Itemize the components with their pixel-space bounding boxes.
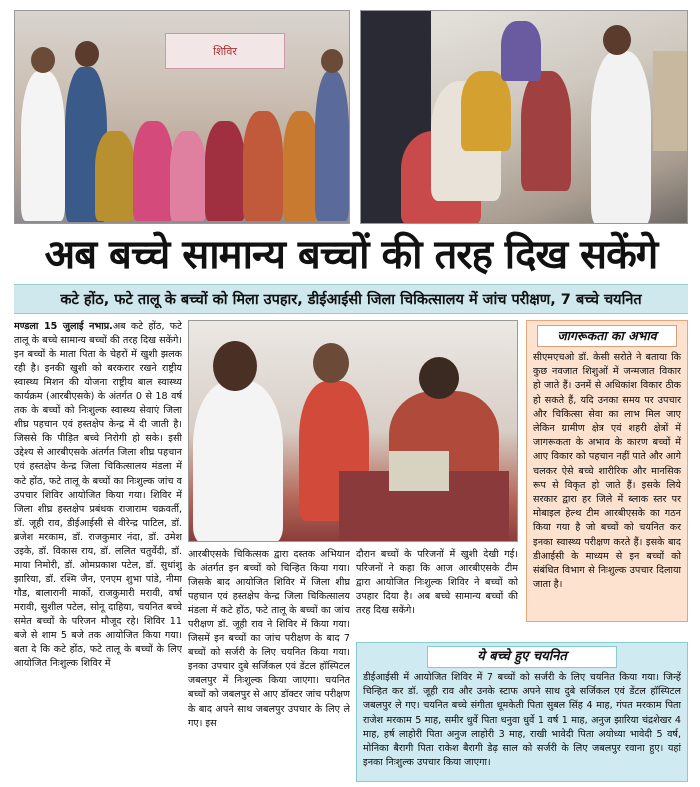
selected-children-body: डीईआईसी में आयोजित शिविर में 7 बच्चों को सर्जरी के लिए चयनित किया गया। जिन्हें चिन्हित कर डॉ. जूही राव और उनके स्टाफ अपने साथ दुबे सर्जिकल एवं डेंटल हॉस्पिटल जबलपुर ले गए। चयनित बच्चे संगीता धूमकेती पिता सुबल सिंह 4 माह, गंपत मरकाम पिता राजेश मरकाम 5 माह, समीर धुर्वे पिता धनुवा धुर्वे 1 वर्ष 1 माह, अनुज झारिया चंद्रशेखर 4 माह, हर्ष लाहोरी पिता अनुज लाहोरी 3 माह, राखी भावेदी पिता अयोध्या भावेदी 5 वर्ष, मोनिका बैरागी पिता राकेश बैरागी डेढ़ साल को सर्जरी के लिए जबलपुर रवाना हुए। यहां इनका निःशुल्क उपचार किया जाएगा।	[363, 672, 681, 769]
article-column-middle-a: आरबीएसके चिकित्सक द्वारा दस्तक अभियान के अंतर्गत इन बच्चों को चिन्हित किया गया। जिसके बाद आयोजित शिविर में जिला शीघ्र पहचान एवं हस्तक्षेप केन्द्र जिला चिकित्सालय मंडला में कटे होंठ, फटे तालू के बच्चों का जांच परीक्षण डॉ. जूही राव ने शिविर में किया गया। जिसमें इन बच्चों का जांच परीक्षण के बाद 7 बच्चों को सर्जरी के लिए चयनित किया गया। इनका उपचार दुबे सर्जिकल एवं डेंटल हॉस्पिटल जबलपुर में निःशुल्क किया जाएगा। चयनित बच्चों को जबलपुर से आए डॉक्टर जांच परीक्षण के बाद अपने साथ जबलपुर उपचार के लिए ले गए। इस	[188, 549, 350, 729]
selected-children-title: ये बच्चे हुए चयनित	[427, 646, 617, 668]
photo-group-families	[14, 10, 350, 224]
sidebar-title: जागरूकता का अभाव	[537, 325, 677, 347]
article-column-middle-b: दौरान बच्चों के परिजनों में खुशी देखी गई। परिजनों ने कहा कि आज आरबीएसके टीम द्वारा आयोजित निःशुल्क शिविर ने बच्चों को उपहार दिया है। अब बच्चे सामान्य बच्चों की तरह दिख सकेंगे।	[356, 549, 518, 617]
photo-doctor-checkup	[188, 320, 518, 542]
article-text-left: अब कटे होंठ, फटे तालू के बच्चे सामान्य बच्चों की तरह दिख सकेंगे। इन बच्चों के माता पिता के चेहरों में खुशी झलक रही है। इनकी खुशी को बरकरार रखने राष्ट्रीय स्वास्थ्य मिशन की योजना राष्ट्रीय बाल स्वास्थ्य कार्यक्रम (आरबीएसके) के अंतर्गत 0 से 18 वर्ष तक के बच्चों को निःशुल्क स्वास्थ्य सेवाएं जिला शीघ्र पहचान एवं हस्तक्षेप केन्द्र में दी जाती है। जिससे कि पीड़ित बच्चे निरोगी हो सके। इसी उद्देश्य से आरबीएसके अंतर्गत जिला शीघ्र पहचान एवं हस्तक्षेप केन्द्र जिला चिकित्सालय मंडला में कटे होंठ, फटे तालू के बच्चों का निःशुल्क जांच व उपचार शिविर आयोजित किया गया। शिविर में जिला शीघ्र हस्तक्षेप प्रबंधक राजाराम चक्रवर्ती, डॉ. जूही राव, डीईआईसी से वीरेन्द्र पाटिल, डॉ. ब्रजेश मरकाम, डॉ. राजकुमार नंदा, डॉ. उमेश उइके, डॉ. विकास राय, डॉ. ललित चतुर्वेदी, डॉ. माया निमोरी, डॉ. ओमप्रकाश पटेल, डॉ. सुधांशु झारिया, डॉ. रश्मि जैन, एनएम शुभा पांडे, नीमा गौड, बालारानी मार्को, राजकुमारी मरावी, वर्षा मरावी, सुशील पटेल, सोनू दाहिया, चयनित बच्चे समेत बच्चों के परिजन मौजूद रहे। शिविर 11 बजे से शाम 5 बजे तक आयोजित किया गया। बता दे कि कटे होंठ, फटे तालू के बच्चों के लिए आयोजित निःशुल्क शिविर में	[14, 321, 182, 670]
headline: अब बच्चे सामान्य बच्चों की तरह दिख सकेंगे	[44, 232, 658, 278]
sidebar-body: सीएमएचओ डॉ. केसी सरोते ने बताया कि कुछ नवजात शिशुओं में जन्मजात विकार हो जाते हैं। उनमें से अधिकांश विकार ठीक हो सकते हैं, यदि उनका समय पर उपचार और चिकित्सा सेवा का लाभ मिल जाए लेकिन ग्रामीण क्षेत्र एवं शहरी क्षेत्रों में जागरूकता के अभाव के कारण बच्चों में आए विकार को पहचान नहीं पाते और आगे चलकर ऐसे बच्चे शारीरिक और मानसिक रूप से विकृत हो जाते हैं। इसके लिये सरकार द्वारा हर जिले में ब्लाक स्तर पर मोबाइल हेल्थ टीम आरबीएसके का गठन किया गया है जो बच्चों को चयनित कर इनका स्वास्थ्य परीक्षण करते हैं। इसके बाद डीआईसी के माध्यम से इन बच्चों को संबंधित विभाग से निःशुल्क उपचार दिलाया जाता है।	[533, 352, 681, 591]
selected-children-box	[356, 642, 688, 782]
article-column-left	[14, 320, 182, 782]
sidebar-awareness-box	[526, 320, 688, 622]
photo-examination-room	[360, 10, 688, 224]
dateline: मण्डला 15 जुलाई नभाप्र.	[14, 321, 113, 332]
subheadline: कटे होंठ, फटे तालू के बच्चों को मिला उपहार, डीईआईसी जिला चिकित्सालय में जांच परीक्षण, 7 बच्चे चयनित	[14, 284, 688, 314]
photo-banner: शिविर	[165, 33, 285, 69]
